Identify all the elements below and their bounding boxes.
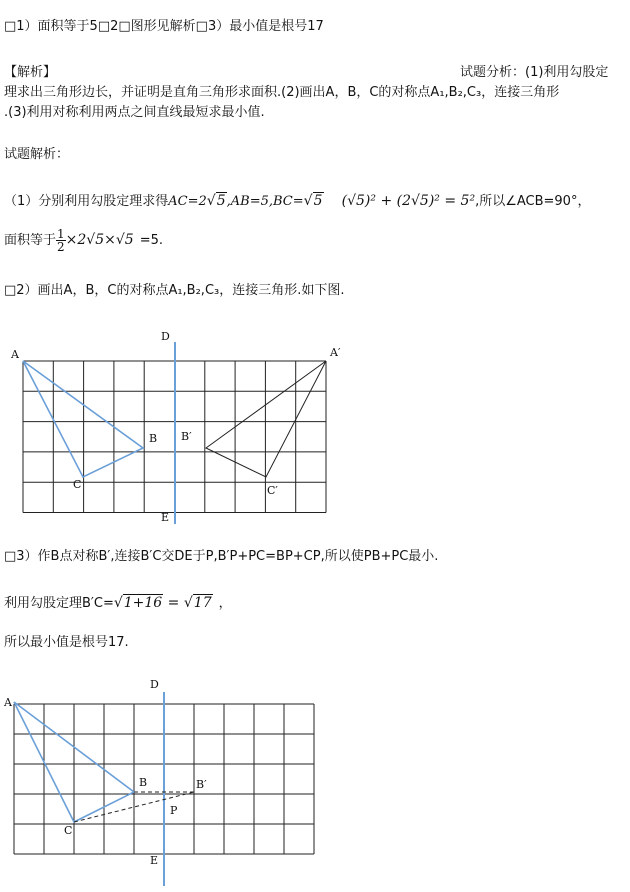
area-result: =5. bbox=[139, 233, 163, 248]
analysis-line1: 理求出三角形边长，并证明是直角三角形求面积.(2)画出A，B，C的对称点A₁,B₂,C₃，连接三角形 bbox=[4, 85, 560, 100]
conclusion: 所以最小值是根号17. bbox=[4, 635, 129, 650]
label-d: D bbox=[161, 330, 170, 343]
line2-suffix: ， bbox=[218, 596, 232, 611]
label-b-prime: B′ bbox=[181, 430, 192, 443]
radicand-17: 17 bbox=[193, 595, 212, 611]
label-e: E bbox=[161, 511, 170, 524]
label-d-2: D bbox=[150, 678, 159, 691]
analysis-tag: 【解析】 bbox=[4, 65, 57, 80]
label-c-2: C bbox=[64, 824, 73, 837]
label-b: B bbox=[149, 432, 158, 445]
ac-value: AC=2 bbox=[168, 194, 207, 209]
part2-line: □2）画出A，B，C的对称点A₁,B₂,C₃，连接三角形.如下图. bbox=[4, 283, 345, 298]
figure2 bbox=[0, 672, 340, 892]
answer-line: □1）面积等于5□2□图形见解析□3）最小值是根号17 bbox=[4, 19, 324, 34]
label-c-prime: C′ bbox=[267, 484, 278, 497]
part3-line1: □3）作B点对称B′,连接B′C交DE于P,B′P+PC=BP+CP,所以使PB+PC最小. bbox=[4, 549, 439, 564]
label-a-prime: A′ bbox=[330, 346, 341, 359]
ac-radicand: 5 bbox=[216, 193, 226, 209]
part1-prefix: （1）分别利用勾股定理求得 bbox=[4, 194, 169, 209]
label-b-prime-2: B′ bbox=[196, 778, 207, 791]
label-p: P bbox=[170, 804, 178, 817]
area-prefix: 面积等于 bbox=[4, 233, 57, 248]
half-fraction: $\frac{1}{2}$ bbox=[57, 227, 65, 254]
bc-value: ,BC= bbox=[268, 194, 304, 209]
line2-prefix: 利用勾股定理B′C= bbox=[4, 596, 114, 611]
figure1 bbox=[0, 328, 360, 528]
part1-area-line bbox=[4, 228, 163, 253]
equals-sign: = bbox=[163, 595, 184, 611]
part1-suffix: ,所以∠ACB=90°， bbox=[475, 194, 591, 209]
part1-line1: （1）分别利用勾股定理求得AC=2√5,AB=5,BC=√5 (√5)² + (2√5)² = 5²,所以∠ACB=90°， bbox=[4, 193, 591, 209]
solution-title: 试题解析： bbox=[4, 147, 70, 162]
pythagoras-expression: (√5)² + (2√5)² = 5² bbox=[341, 193, 476, 209]
triangle-reflected bbox=[206, 361, 326, 477]
label-e-2: E bbox=[150, 854, 159, 867]
label-a-2: A bbox=[4, 696, 12, 709]
analysis-line2: .(3)利用对称利用两点之间直线最短求最小值. bbox=[4, 105, 265, 120]
triangle-abc bbox=[23, 361, 143, 477]
analysis-label: 试题分析：(1)利用勾股定 bbox=[460, 65, 609, 80]
radicand-1-16: 1+16 bbox=[123, 595, 163, 611]
area-expression: ×2√5×√5 bbox=[65, 232, 134, 248]
part3-line2: 利用勾股定理B′C=√1+16 = √17 ， bbox=[4, 595, 232, 611]
label-b-2: B bbox=[139, 776, 148, 789]
ab-value: ,AB=5 bbox=[226, 194, 269, 209]
label-c: C bbox=[73, 478, 82, 491]
bc-radicand: 5 bbox=[313, 193, 323, 209]
label-a: A bbox=[11, 348, 19, 361]
